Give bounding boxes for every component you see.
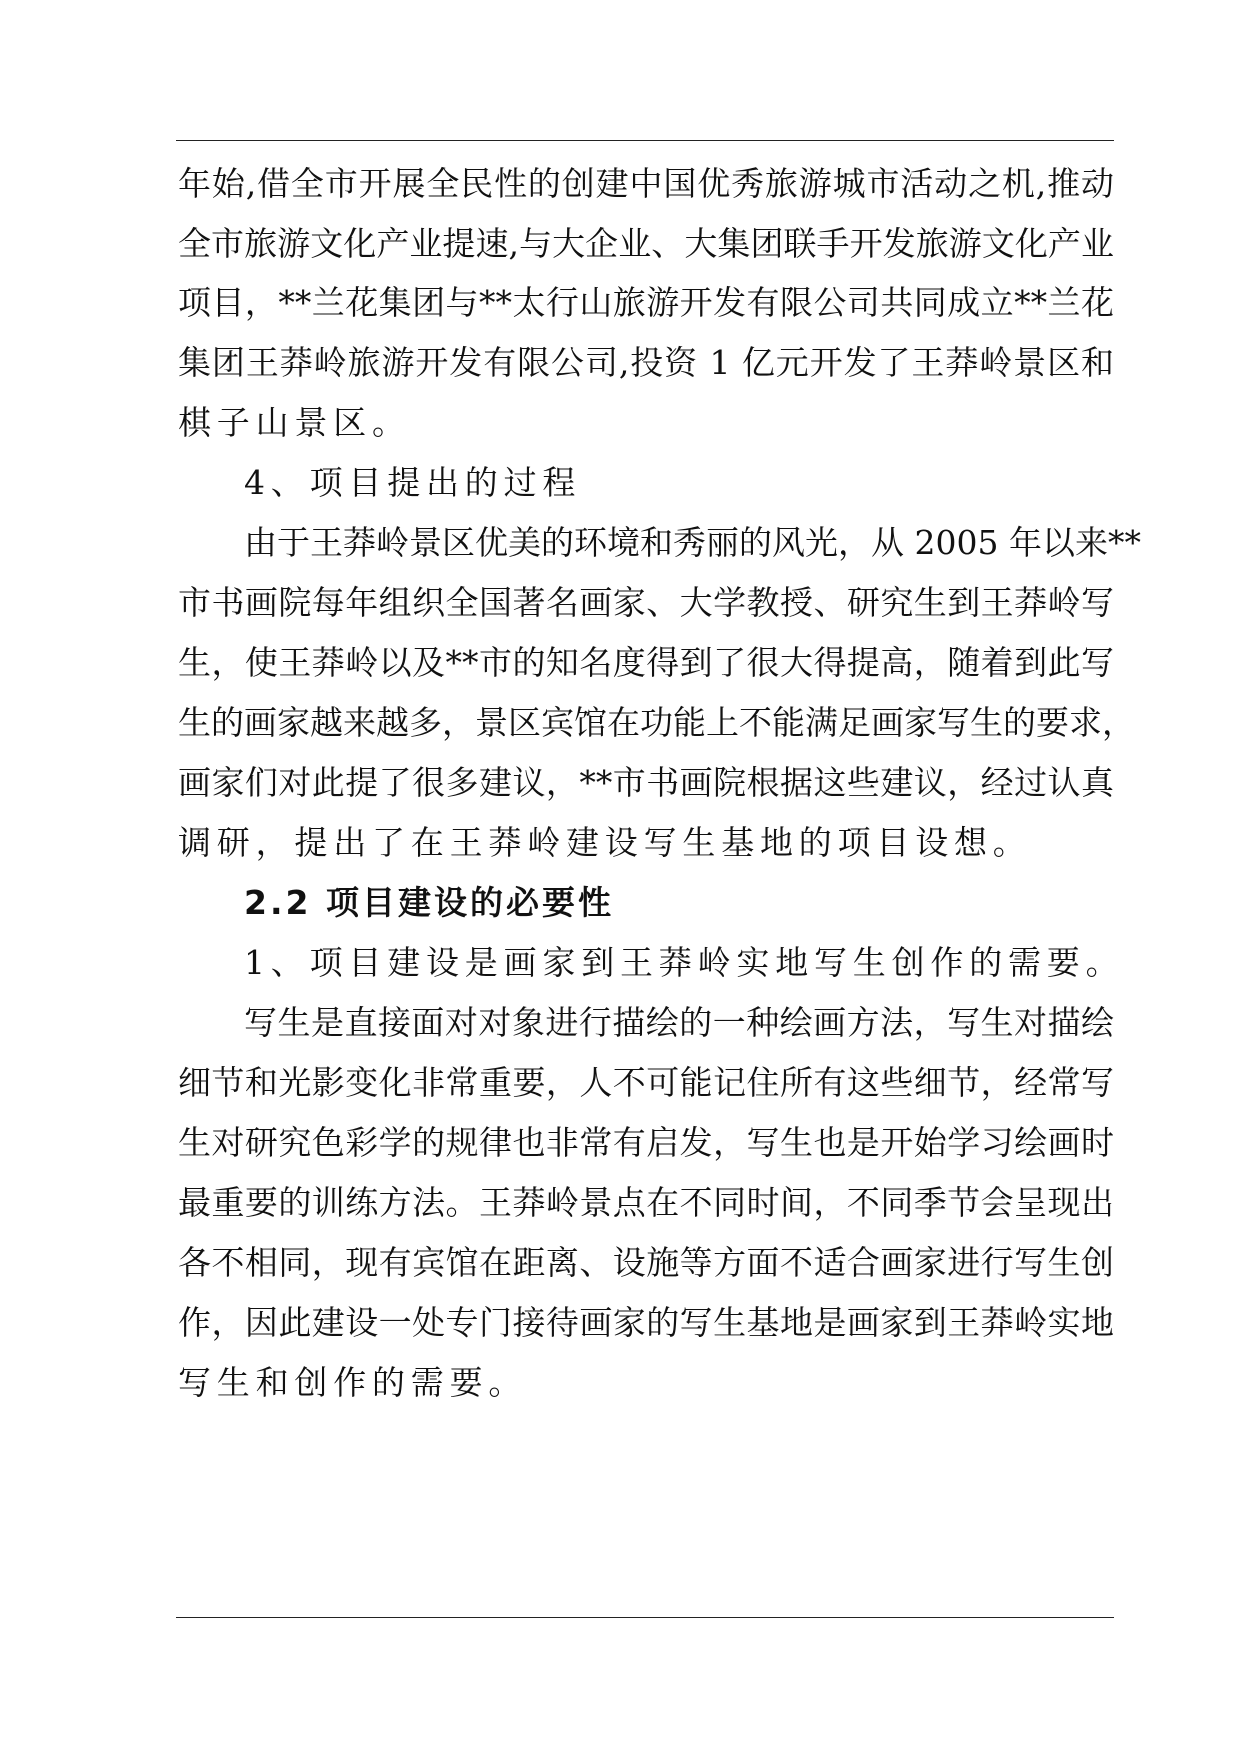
paragraph-line: 市书画院每年组织全国著名画家、大学教授、研究生到王莽岭写 — [178, 583, 1114, 622]
section-item-heading: 4、项目提出的过程 — [244, 463, 582, 502]
section-heading: 2.2 项目建设的必要性 — [244, 883, 614, 922]
paragraph-line: 生对研究色彩学的规律也非常有启发，写生也是开始学习绘画时 — [178, 1123, 1114, 1162]
paragraph-line: 生的画家越来越多，景区宾馆在功能上不能满足画家写生的要求， — [178, 703, 1135, 742]
paragraph-line: 写生和创作的需要。 — [178, 1363, 528, 1402]
paragraph-line: 作，因此建设一处专门接待画家的写生基地是画家到王莽岭实地 — [178, 1303, 1114, 1342]
paragraph-line: 写生是直接面对对象进行描绘的一种绘画方法，写生对描绘 — [244, 1003, 1114, 1042]
footer-rule — [176, 1617, 1114, 1618]
section-item-heading: 1、项目建设是画家到王莽岭实地写生创作的需要。 — [244, 943, 1125, 982]
paragraph-line: 调研，提出了在王莽岭建设写生基地的项目设想。 — [178, 823, 1032, 862]
paragraph-line: 最重要的训练方法。王莽岭景点在不同时间，不同季节会呈现出 — [178, 1183, 1114, 1222]
paragraph-line: 年始,借全市开展全民性的创建中国优秀旅游城市活动之机,推动 — [178, 164, 1114, 203]
paragraph-line: 生，使王莽岭以及**市的知名度得到了很大得提高，随着到此写 — [178, 643, 1114, 682]
paragraph-line: 全市旅游文化产业提速,与大企业、大集团联手开发旅游文化产业 — [178, 224, 1114, 263]
paragraph-line: 由于王莽岭景区优美的环境和秀丽的风光，从 2005 年以来** — [244, 523, 1141, 562]
paragraph-line: 细节和光影变化非常重要，人不可能记住所有这些细节，经常写 — [178, 1063, 1114, 1102]
paragraph-line: 各不相同，现有宾馆在距离、设施等方面不适合画家进行写生创 — [178, 1243, 1114, 1282]
paragraph-line: 棋子山景区。 — [178, 403, 411, 442]
paragraph-line: 画家们对此提了很多建议，**市书画院根据这些建议，经过认真 — [178, 763, 1114, 802]
header-rule — [176, 140, 1114, 141]
paragraph-line: 集团王莽岭旅游开发有限公司,投资 1 亿元开发了王莽岭景区和 — [178, 343, 1114, 382]
paragraph-line: 项目，**兰花集团与**太行山旅游开发有限公司共同成立**兰花 — [178, 283, 1114, 322]
